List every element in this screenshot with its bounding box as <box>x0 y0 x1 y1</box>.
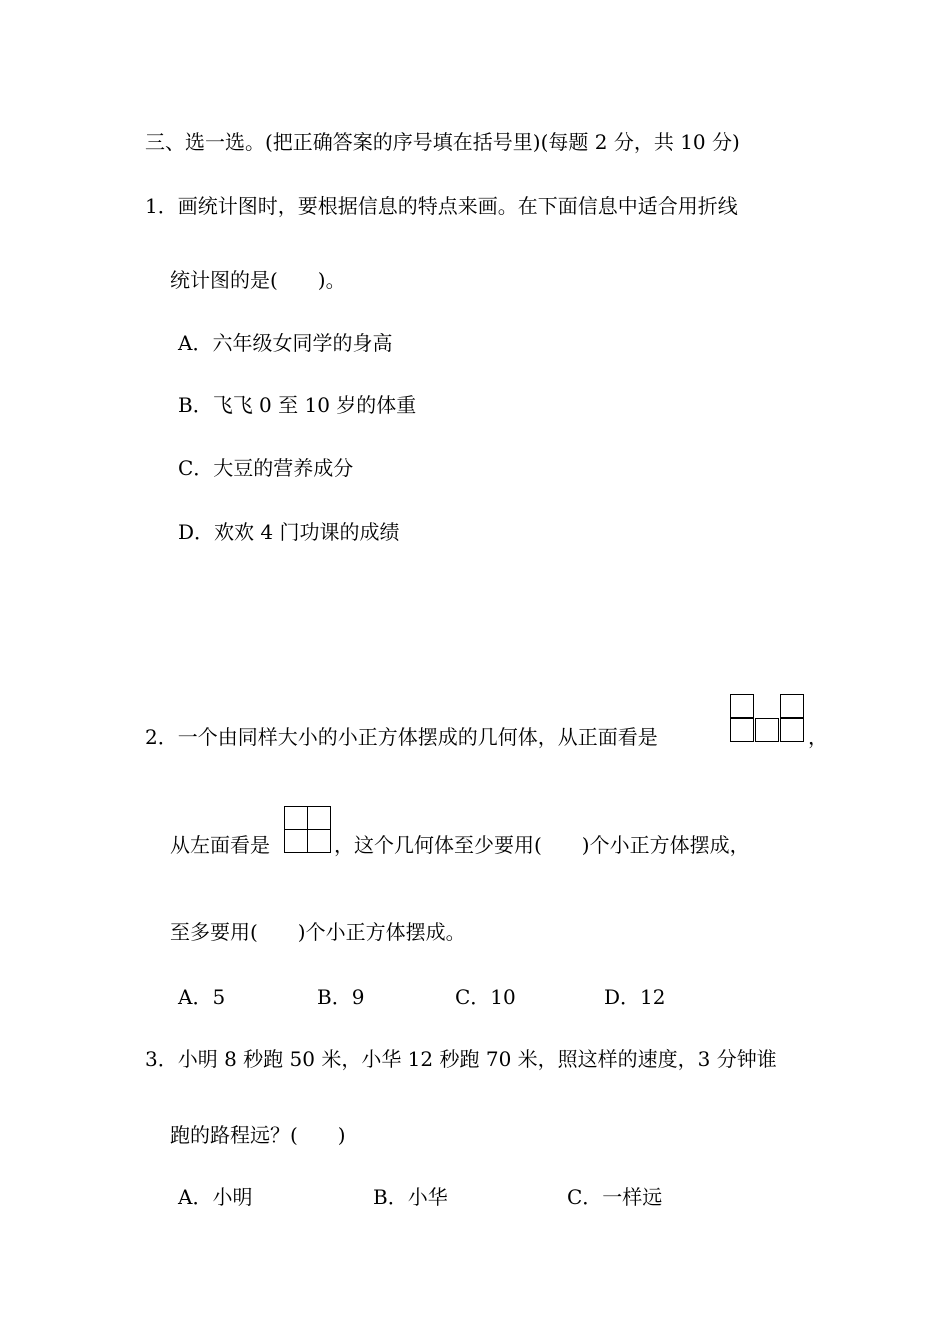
q2-line-3: 至多要用( )个小正方体摆成。 <box>170 920 466 944</box>
front-view-cell <box>780 694 804 718</box>
q2-option-d: D．12 <box>604 985 666 1009</box>
q1-line-2: 统计图的是( )。 <box>170 268 346 292</box>
q1-option-c: C．大豆的营养成分 <box>178 456 354 480</box>
q1-option-a: A．六年级女同学的身高 <box>178 331 393 355</box>
q1-option-b: B．飞飞 0 至 10 岁的体重 <box>178 393 417 417</box>
q2-line-2-end: ，这个几何体至少要用( )个小正方体摆成， <box>334 833 750 857</box>
q2-line-2-start: 从左面看是 <box>170 833 270 857</box>
front-view-cell <box>780 718 804 742</box>
left-view-figure <box>284 806 332 854</box>
q3-option-b: B．小华 <box>373 1185 448 1209</box>
left-view-cell <box>307 806 331 830</box>
front-view-figure <box>730 694 806 746</box>
section-heading: 三、选一选。(把正确答案的序号填在括号里)(每题 2 分，共 10 分) <box>145 130 740 154</box>
q3-line-1: 3．小明 8 秒跑 50 米，小华 12 秒跑 70 米，照这样的速度，3 分钟谁 <box>145 1047 777 1071</box>
q1-option-d: D．欢欢 4 门功课的成绩 <box>178 520 400 544</box>
q2-option-b: B．9 <box>317 985 365 1009</box>
q3-line-2: 跑的路程远？( ) <box>170 1123 346 1147</box>
q3-option-a: A．小明 <box>178 1185 253 1209</box>
q2-line-1-end: ， <box>808 725 828 749</box>
front-view-cell <box>730 694 754 718</box>
front-view-cell <box>755 718 779 742</box>
front-view-cell <box>730 718 754 742</box>
q2-line-1: 2．一个由同样大小的小正方体摆成的几何体，从正面看是 <box>145 725 658 749</box>
q2-option-a: A．5 <box>178 985 226 1009</box>
q3-option-c: C．一样远 <box>567 1185 663 1209</box>
q2-option-c: C．10 <box>455 985 516 1009</box>
left-view-cell <box>284 829 308 853</box>
left-view-cell <box>284 806 308 830</box>
left-view-cell <box>307 829 331 853</box>
q1-line-1: 1．画统计图时，要根据信息的特点来画。在下面信息中适合用折线 <box>145 194 738 218</box>
